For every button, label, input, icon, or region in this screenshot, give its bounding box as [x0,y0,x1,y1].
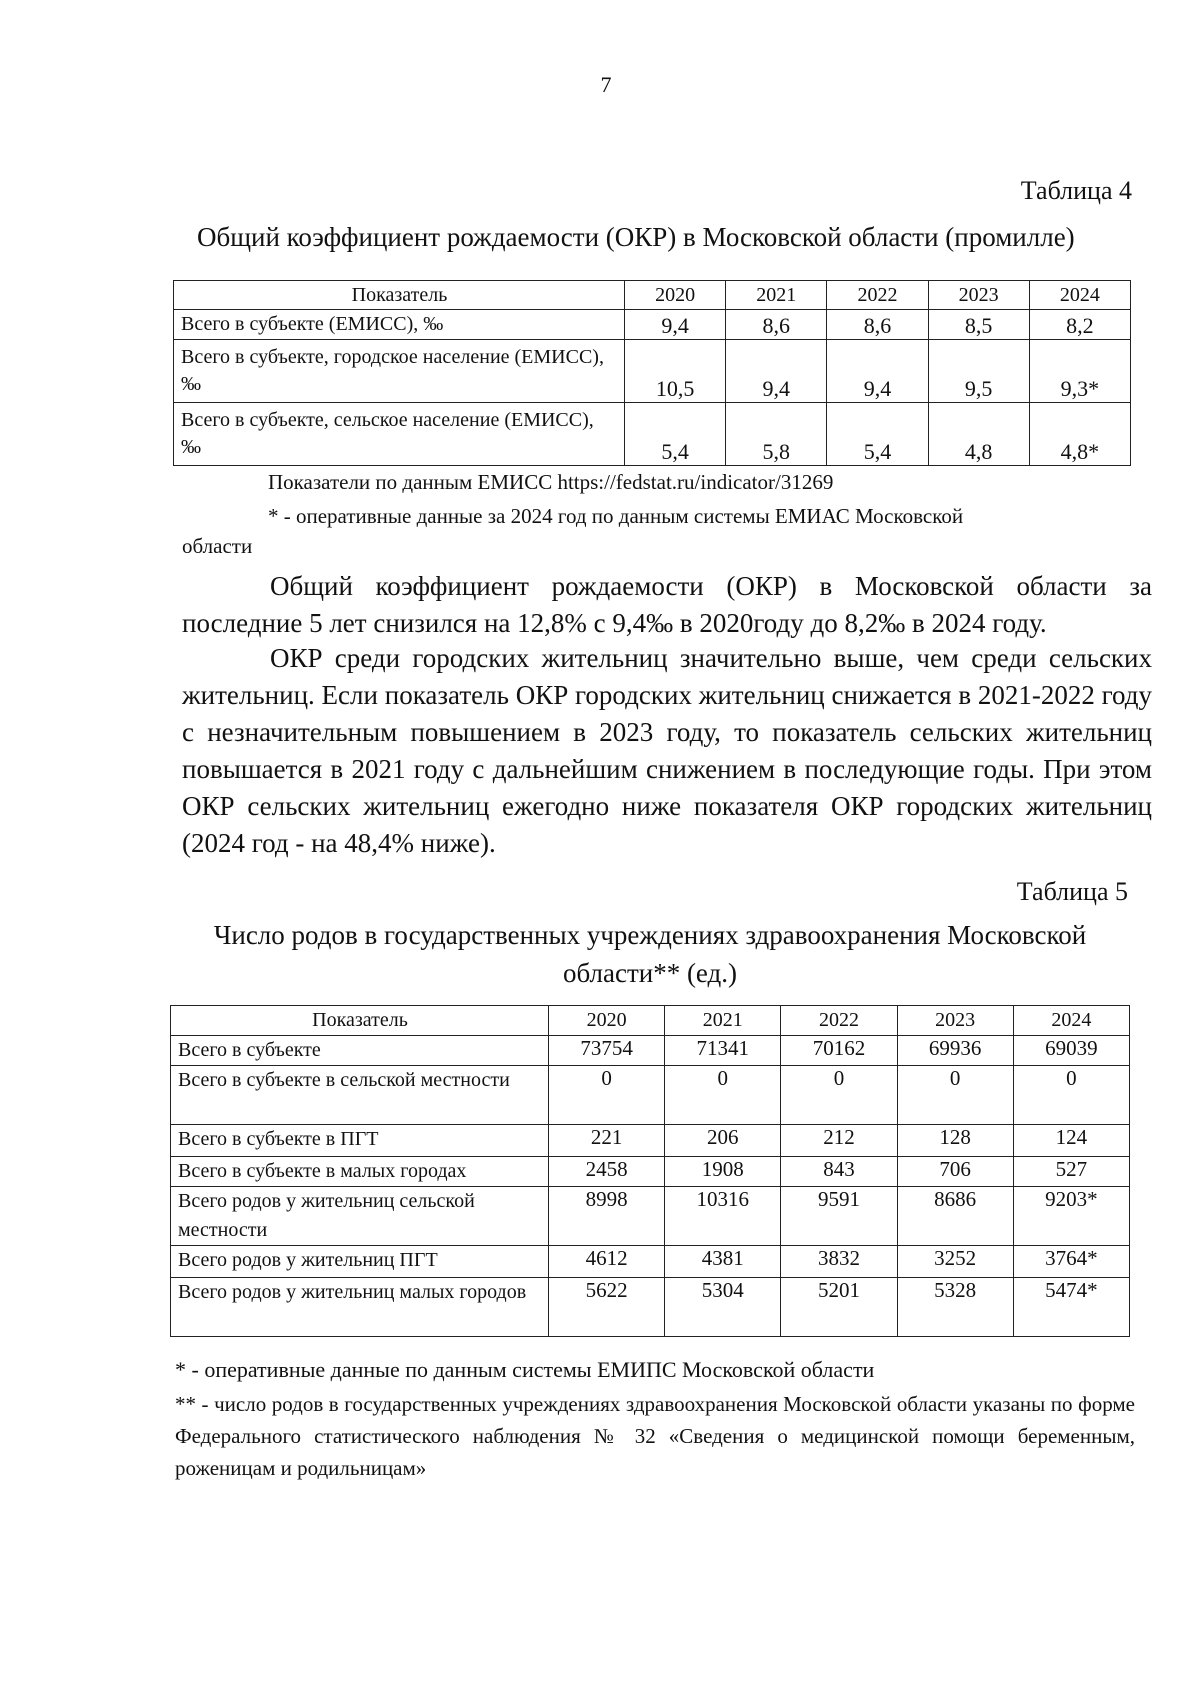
table5-cell: 221 [549,1125,665,1157]
table5-cell: 4612 [549,1246,665,1278]
table5-header-cell: 2024 [1013,1006,1129,1036]
table4-header-cell: Показатель [174,281,625,310]
table5-header-cell: 2020 [549,1006,665,1036]
table5-header-row [171,1006,1130,1036]
table4-cell: 10,5 [625,340,726,403]
table-row [174,310,1131,340]
table4-cell: 4,8* [1029,403,1130,466]
table5-cell: 9203* [1013,1187,1129,1246]
table5-cell: 5622 [549,1278,665,1337]
table5-cell: 128 [897,1125,1013,1157]
table5-cell: 5328 [897,1278,1013,1337]
table5-cell: 8998 [549,1187,665,1246]
table4-label: Таблица 4 [1020,176,1132,205]
table5-cell: 5304 [665,1278,781,1337]
table5-cell: 69936 [897,1036,1013,1066]
table4-operative-note: * - оперативные данные за 2024 год по данным системы ЕМИАС Московской [268,504,964,528]
table5-cell: 124 [1013,1125,1129,1157]
table5-row-label: Всего родов у жительниц малых городов [171,1278,549,1337]
table4-cell: 8,6 [827,310,928,340]
table-row [174,340,1131,403]
table4-header-row [174,281,1131,310]
table4-cell: 4,8 [928,403,1029,466]
table4-cell: 8,6 [726,310,827,340]
table4-title: Общий коэффициент рождаемости (ОКР) в Московской области (промилле) [197,222,1075,252]
table-row [171,1125,1130,1157]
table5-cell: 73754 [549,1036,665,1066]
table4-header-cell: 2022 [827,281,928,310]
table-row [174,403,1131,466]
table5-cell: 706 [897,1157,1013,1187]
table5-cell: 0 [897,1066,1013,1125]
table5-title: Число родов в государственных учреждениях здравоохранения Московской области** (ед.) [213,920,1087,988]
table4-row-label: Всего в субъекте, городское население (ЕМИСС), ‰ [174,340,625,403]
table4-cell: 9,4 [625,310,726,340]
table5-cell: 0 [1013,1066,1129,1125]
table-row [171,1246,1130,1278]
table4-cell: 5,8 [726,403,827,466]
table5-cell: 843 [781,1157,897,1187]
table-row [171,1066,1130,1125]
table5-row-label: Всего родов у жительниц ПГТ [171,1246,549,1278]
table4-cell: 8,2 [1029,310,1130,340]
table-row [171,1278,1130,1337]
table5-cell: 0 [781,1066,897,1125]
table4 [173,280,1131,466]
table5-cell: 10316 [665,1187,781,1246]
table4-cell: 9,3* [1029,340,1130,403]
table5-header-cell: 2022 [781,1006,897,1036]
table4-operative-note-cont: области [182,534,253,558]
table5-cell: 8686 [897,1187,1013,1246]
table5-header-cell: 2023 [897,1006,1013,1036]
table4-cell: 9,4 [726,340,827,403]
table5-header-cell: 2021 [665,1006,781,1036]
table4-row-label: Всего в субъекте (ЕМИСС), ‰ [174,310,625,340]
table5-cell: 5474* [1013,1278,1129,1337]
table-row [171,1187,1130,1246]
table5-label: Таблица 5 [1016,877,1128,906]
table5-cell: 0 [665,1066,781,1125]
table4-source-note: Показатели по данным ЕМИСС https://fedstat.ru/indicator/31269 [268,470,834,494]
paragraph-urban-rural-comparison: ОКР среди городских жительниц значительно выше, чем среди сельских жительниц. Если показатель ОКР городских жительниц снижается в 2021-2022 году с незначительным повышением в 2023 году, то показатель сельских жительниц повышается в 2021 году с дальнейшим снижением в последующие годы. При этом ОКР сельских жительниц ежегодно ниже показателя ОКР городских жительниц (2024 год - на 48,4% ниже). [182,643,1152,858]
table4-header-cell: 2024 [1029,281,1130,310]
table5-cell: 71341 [665,1036,781,1066]
table5 [170,1005,1130,1337]
table5-cell: 70162 [781,1036,897,1066]
table5-row-label: Всего в субъекте [171,1036,549,1066]
table5-row-label: Всего в субъекте в ПГТ [171,1125,549,1157]
table4-header-cell: 2021 [726,281,827,310]
table4-cell: 9,5 [928,340,1029,403]
table5-cell: 2458 [549,1157,665,1187]
table4-cell: 8,5 [928,310,1029,340]
table4-header-cell: 2023 [928,281,1029,310]
table4-cell: 5,4 [827,403,928,466]
table5-cell: 4381 [665,1246,781,1278]
table5-cell: 69039 [1013,1036,1129,1066]
table5-footnote-form32: ** - число родов в государственных учреждениях здравоохранения Московской области указаны по форме Федерального статистического наблюдения № 32 «Сведения о медицинской помощи беременным, роженицам и родильницам» [175,1392,1135,1480]
table4-header-cell: 2020 [625,281,726,310]
table5-cell: 9591 [781,1187,897,1246]
table5-row-label: Всего родов у жительниц сельской местности [171,1187,549,1246]
table5-cell: 5201 [781,1278,897,1337]
table4-row-label: Всего в субъекте, сельское население (ЕМИСС), ‰ [174,403,625,466]
paragraph-birth-rate-decline: Общий коэффициент рождаемости (ОКР) в Московской области за последние 5 лет снизился на 12,8% с 9,4‰ в 2020году до 8,2‰ в 2024 году. [182,571,1152,638]
table5-cell: 527 [1013,1157,1129,1187]
table5-cell: 1908 [665,1157,781,1187]
table5-row-label: Всего в субъекте в сельской местности [171,1066,549,1125]
table5-cell: 0 [549,1066,665,1125]
table4-cell: 5,4 [625,403,726,466]
page-number: 7 [600,72,612,97]
table5-cell: 3832 [781,1246,897,1278]
table5-footnote-operative: * - оперативные данные по данным системы ЕМИПС Московской области [175,1357,875,1382]
table5-header-cell: Показатель [171,1006,549,1036]
table5-row-label: Всего в субъекте в малых городах [171,1157,549,1187]
table5-cell: 212 [781,1125,897,1157]
table4-cell: 9,4 [827,340,928,403]
table5-cell: 3252 [897,1246,1013,1278]
table5-cell: 206 [665,1125,781,1157]
table-row [171,1036,1130,1066]
table-row [171,1157,1130,1187]
table5-cell: 3764* [1013,1246,1129,1278]
